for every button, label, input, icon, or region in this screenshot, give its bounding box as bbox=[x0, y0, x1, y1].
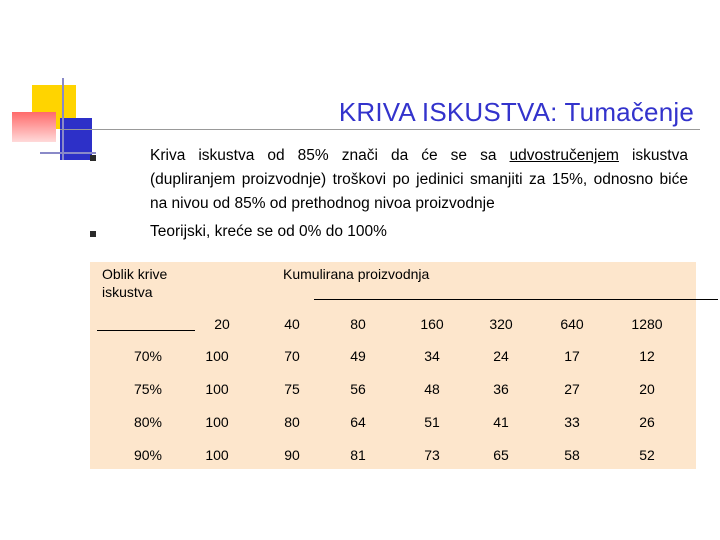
row-label: 90% bbox=[133, 447, 163, 463]
column-header: 320 bbox=[489, 316, 513, 332]
title-rule bbox=[60, 129, 700, 130]
bullet-1-pre: Kriva iskustva od 85% znači da će se sa bbox=[150, 147, 510, 164]
table-cell: 33 bbox=[564, 414, 580, 430]
column-header: 40 bbox=[284, 316, 300, 332]
table-cell: 81 bbox=[350, 447, 366, 463]
table-cell: 20 bbox=[639, 381, 655, 397]
decor-vertical-line bbox=[62, 78, 64, 160]
table-cell: 90 bbox=[284, 447, 300, 463]
column-header: 80 bbox=[350, 316, 366, 332]
table-cell: 73 bbox=[424, 447, 440, 463]
table-cell: 100 bbox=[205, 447, 229, 463]
table-cell: 100 bbox=[205, 348, 229, 364]
bullet-marker bbox=[90, 231, 96, 237]
table-cell: 80 bbox=[284, 414, 300, 430]
table-cell: 27 bbox=[564, 381, 580, 397]
table-cell: 100 bbox=[205, 381, 229, 397]
header-underline bbox=[314, 299, 718, 300]
table-cell: 65 bbox=[493, 447, 509, 463]
slide-title: KRIVA ISKUSTVA: Tumačenje bbox=[338, 97, 694, 127]
table-cell: 58 bbox=[564, 447, 580, 463]
table-left-header bbox=[102, 265, 198, 301]
row-label: 75% bbox=[133, 381, 163, 397]
table-cell: 56 bbox=[350, 381, 366, 397]
table-group-header: Kumulirana proizvodnja bbox=[283, 266, 430, 282]
table-cell: 12 bbox=[639, 348, 655, 364]
decor-horizontal-line bbox=[40, 152, 96, 154]
table-cell: 64 bbox=[350, 414, 366, 430]
table-cell: 52 bbox=[639, 447, 655, 463]
table-cell: 36 bbox=[493, 381, 509, 397]
table-cell: 75 bbox=[284, 381, 300, 397]
table-cell: 100 bbox=[205, 414, 229, 430]
column-header: 20 bbox=[214, 316, 230, 332]
left-header-underline bbox=[97, 330, 195, 331]
bullet-marker bbox=[90, 155, 96, 161]
column-header: 1280 bbox=[631, 316, 663, 332]
table-cell: 41 bbox=[493, 414, 509, 430]
decor-red-square bbox=[12, 112, 56, 142]
column-header: 640 bbox=[560, 316, 584, 332]
table-cell: 26 bbox=[639, 414, 655, 430]
table-cell: 17 bbox=[564, 348, 580, 364]
left-header-text: Oblik krive iskustva bbox=[102, 266, 168, 300]
bullet-1-post: iskustva (dupliranjem proizvodnje) troškovi po jedinici smanjiti za 15%, odnosno biće na nivou od 85% od prethodnog nivoa proizvodnje bbox=[150, 147, 688, 212]
table-cell: 34 bbox=[424, 348, 440, 364]
column-header: 160 bbox=[420, 316, 444, 332]
table-cell: 51 bbox=[424, 414, 440, 430]
row-label: 80% bbox=[133, 414, 163, 430]
table-cell: 49 bbox=[350, 348, 366, 364]
bullet-1-underlined: udvostručenjem bbox=[509, 147, 619, 164]
bullet-text-2: Teorijski, kreće se od 0% do 100% bbox=[150, 223, 387, 240]
bullet-text-1 bbox=[150, 144, 688, 216]
table-cell: 24 bbox=[493, 348, 509, 364]
table-cell: 70 bbox=[284, 348, 300, 364]
table-cell: 48 bbox=[424, 381, 440, 397]
row-label: 70% bbox=[133, 348, 163, 364]
